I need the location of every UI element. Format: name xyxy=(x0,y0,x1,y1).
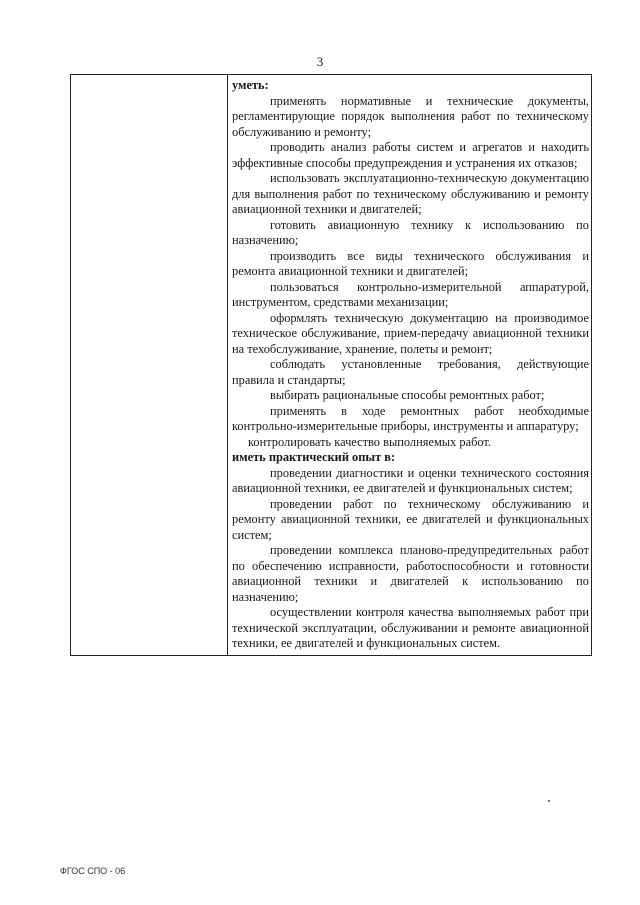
skill-item: использовать эксплуатационно-техническую документацию для выполнения работ по техническому обслуживанию и ремонту авиационной техники и двигателей; xyxy=(232,171,589,216)
experience-item: осуществлении контроля качества выполняемых работ при технической эксплуатации, обслуживании и ремонте авиационной техники, ее двигателей и функциональных систем. xyxy=(232,605,589,650)
skill-item: контролировать качество выполняемых работ. xyxy=(248,434,492,449)
table-left-column xyxy=(71,75,228,655)
skill-item: готовить авиационную технику к использованию по назначению; xyxy=(232,217,589,247)
skill-item: соблюдать установленные требования, действующие правила и стандарты; xyxy=(232,357,589,387)
scan-speck xyxy=(548,800,550,802)
skill-item: применять в ходе ремонтных работ необходимые контрольно-измерительные приборы, инструменты и аппаратуру; xyxy=(232,403,589,433)
competency-table xyxy=(70,74,592,656)
skill-item: проводить анализ работы систем и агрегатов и находить эффективные способы предупреждения и устранения их отказов; xyxy=(232,140,589,170)
experience-item: проведении комплекса планово-предупредительных работ по обеспечению исправности, работоспособности и готовности авиационной техники и двигателей к использованию по назначению; xyxy=(232,543,589,604)
experience-item: проведении диагностики и оценки технического состояния авиационной техники, ее двигателей и функциональных систем; xyxy=(232,465,589,495)
skill-item: применять нормативные и технические документы, регламентирующие порядок выполнения работ по техническому обслуживанию и ремонту; xyxy=(232,93,589,139)
skills-heading: уметь: xyxy=(232,78,269,92)
skill-item: пользоваться контрольно-измерительной аппаратурой, инструментом, средствами механизации; xyxy=(232,279,589,309)
skill-item: оформлять техническую документацию на производимое техническое обслуживание, прием-передачу авиационной техники на техобслуживание, хранение, полеты и ремонт; xyxy=(232,310,589,356)
experience-heading: иметь практический опыт в: xyxy=(232,450,396,464)
experience-item: проведении работ по техническому обслуживанию и ремонту авиационной техники, ее двигателей и функциональных систем; xyxy=(232,496,589,542)
skill-item: производить все виды технического обслуживания и ремонта авиационной техники и двигателей; xyxy=(232,248,589,278)
skill-item: выбирать рациональные способы ремонтных работ; xyxy=(270,388,545,402)
table-right-column xyxy=(232,78,589,652)
page-number: 3 xyxy=(316,54,324,69)
document-footer: ФГОС СПО - 06 xyxy=(60,866,126,876)
